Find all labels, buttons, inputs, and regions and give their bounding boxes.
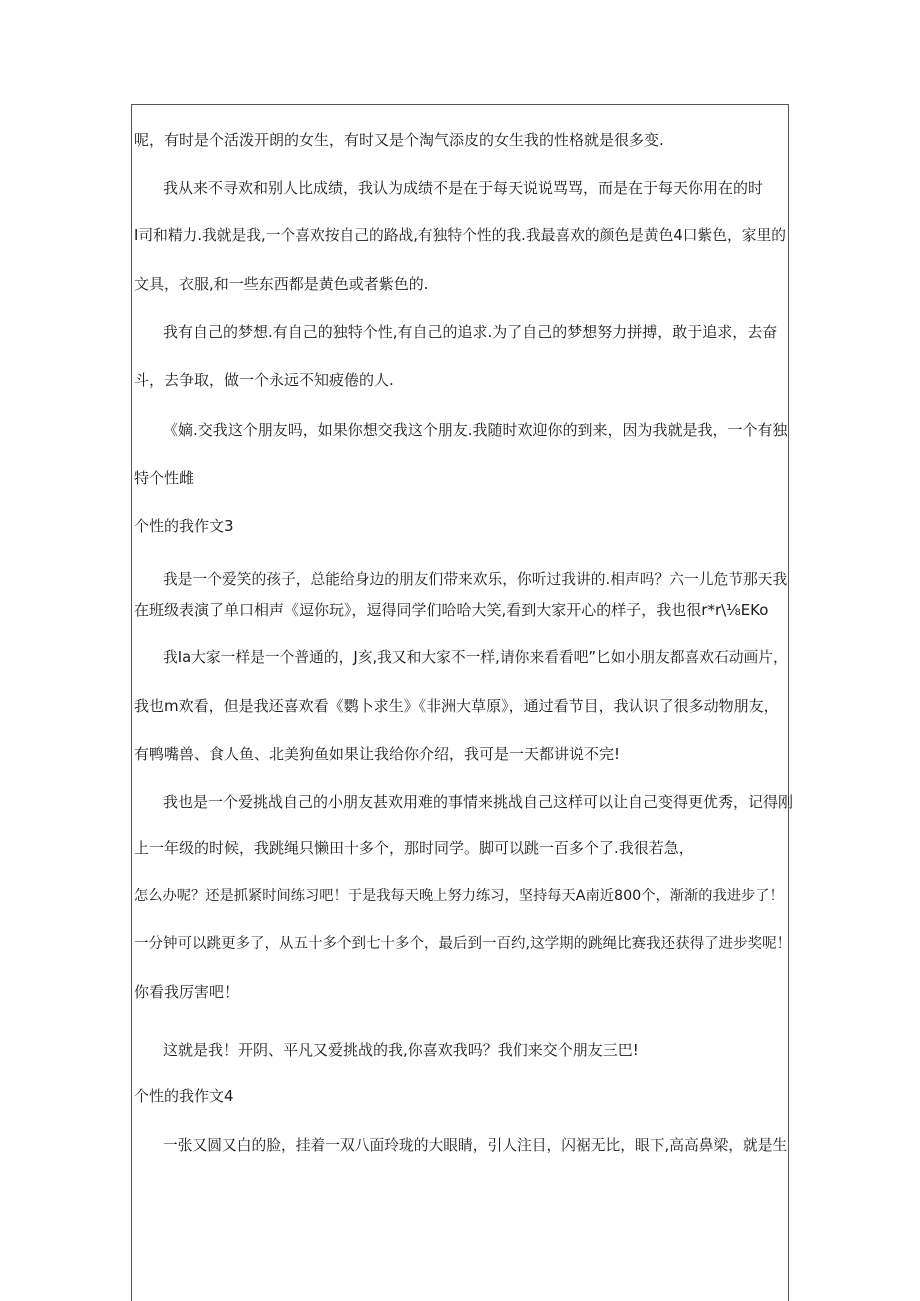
text-line: 我Ia大家一样是一个普通的，J亥,我又和大家不一样,请你来看看吧”匕如小朋友都喜欢石动画片， [163,649,788,666]
text-line: 一张又圆又白的脸，挂着一双八面玲珑的大眼睛，引人注目，闪裾无比，眼下,高高鼻梁，就是生 [163,1137,788,1154]
text-line: 你看我厉害吧！ [134,983,240,1001]
text-line: 我从来不寻欢和别人比成绩，我认为成绩不是在于每天说说骂骂，而是在于每天你用在的时 [163,179,764,197]
text-line: 文具，衣服,和一些东西都是黄色或者紫色的. [134,275,429,293]
text-line: 我有自己的梦想.有自己的独特个性,有自己的追求.为了自己的梦想努力拼搏，敢于追求，去奋 [163,323,778,341]
section-heading: 个性的我作文3 [134,517,234,535]
text-line: 有鸭嘴兽、食人鱼、北美狗鱼如果让我给你介绍，我可是一天都讲说不完! [134,745,621,763]
text-line: 怎么办呢？还是抓紧时间练习吧！于是我每天晚上努力练习，坚持每天A南近800个，渐渐的我进步了！ [134,888,784,904]
text-line: 一分钟可以跳更多了，从五十多个到七十多个，最后到一百约,这学期的跳绳比赛我还获得了进步奖呢！ [134,936,792,952]
text-line: 我也m欢看，但是我还喜欢看《鹦卜求生》《非洲大草原》，通过看节目，我认识了很多动物朋友， [134,697,779,715]
text-line: 这就是我！开阴、平凡又爱挑战的我,你喜欢我吗？我们来交个朋友三巴! [163,1041,639,1059]
text-line: 斗，去争取，做一个永远不知疲倦的人. [134,371,394,389]
text-line: 我也是一个爱挑战自己的小朋友甚欢用难的事情来挑战自己这样可以让自己变得更优秀，记得刚 [163,793,794,811]
text-line: 在班级表演了单口相声《逗你玩》，逗得同学们哈哈大笑,看到大家开心的样子，我也很r*r\⅛EKo [134,601,769,619]
text-line: 我是一个爱笑的孩子，总能给身边的朋友们带来欢乐，你听过我讲的.相声吗？六一儿危节那天我 [163,571,788,588]
text-line: I司和精力.我就是我,一个喜欢按自己的路战,有独特个性的我.我最喜欢的颜色是黄色4口紫色，家里的 [134,227,786,244]
text-line: 呢，有时是个活泼开朗的女生，有时又是个淘气添皮的女生我的性格就是很多变. [134,131,664,149]
section-heading: 个性的我作文4 [134,1087,234,1105]
text-line: 上一年级的时候，我跳绳只懒田十多个，那时同学。脚可以跳一百多个了.我很若急， [134,839,694,857]
text-line: 《嫡.交我这个朋友吗，如果你想交我这个朋友.我随时欢迎你的到来，因为我就是我，一个有独 [163,421,788,439]
text-line: 特个性雌 [134,469,195,487]
